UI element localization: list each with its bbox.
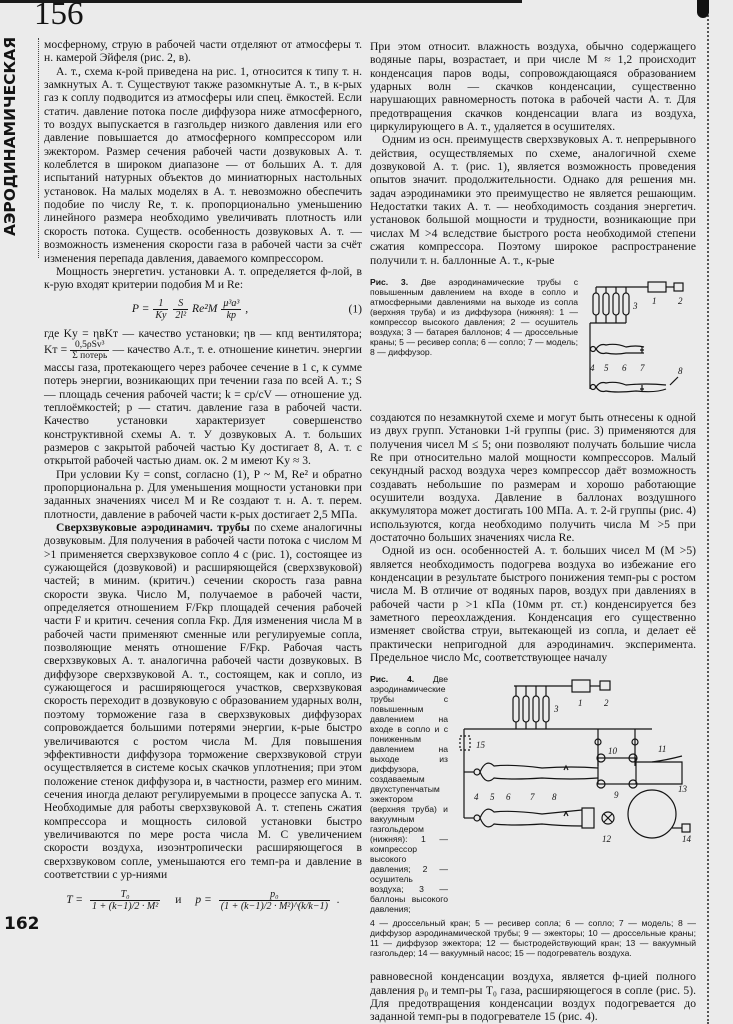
label-12: 12 bbox=[602, 834, 611, 845]
fraction: $\frac{\text{μ³a³}}{kp}$ bbox=[223, 297, 240, 321]
text-run: по схеме аналогичны дозвуковым. Для получения в рабочей части потока с числом M >1 применяется сверхзвуковое сопло 4 с (рис. 1), состоящее из сужающейся (дозвуковой) и расширяющейся (сверхзвуковой) частей; в миним. (критич.) сечении скорость газа равна скорости звука. Число M, получаемое в рабочей части, определяется отношением F/Fкр площадей сечения рабочей части F и критич. сечения сопла Fкр. Для изменения числа M в рабочей части применяют сменные или регулируемые сопла, позволяющие менять отношение F/Fкр. Рабочая часть сверхзвуковых А. т. аналогична рабочей части дозвуковых. В диффузоре сверхзвуковой А. т., состоящем, как и сопло, из сужающегося и расширяющегося участков, сверхзвуковая скорость переходит в дозвуковую с образованием ударных волн, поэтому торможение газа в сверхзвуковых диффузорах сопровождается большими потерями энергии, к-рые быстро увеличиваются с ростом числа M. Для повышения эффективности диффузора торможение сверхзвуковой струи осуществляется в системе косых скачков уплотнения; при этом положение стенок диффузора и, в частности, размер его миним. сечения иногда делают регулируемыми в процессе запуска А. т. Необходимые для работы сверхзвуковой А. т. степень сжатия компрессора и мощность силовой установки быстро увеличиваются по мере роста числа M. С увеличением скорости воздуха, изоэнтропически расширяющегося в сверхзвуковом сопле, уменьшаются его темп-ра и давление в соответствии с ур-ниями bbox=[44, 521, 362, 881]
figure-4-caption-side bbox=[370, 674, 448, 914]
figure-3-label: Рис. 3. bbox=[370, 276, 409, 287]
binding-blot bbox=[697, 0, 709, 18]
fraction: $\frac{\text{p₀}}{\text{(1 + (k−1)/2 · M²)\textasciicircum{}(k/k−1)}}$ bbox=[220, 889, 328, 913]
paragraph: При этом относит. влажность воздуха, обычно содержащего водяные пары, возрастает, и при числе M ≈ 1,2 происходит конденсация паров воды, сопровождающаяся образованием ударных волн — скачков конденсации, существенно нарушающих равномерность потока в рабочей части А. т. Для предотвращения скачков конденсации влага из воздуха, циркулирующего в А. т., удаляется в осушителях. bbox=[370, 40, 696, 134]
paragraph: Одним из осн. преимуществ сверхзвуковых А. т. непрерывного действия, осуществляемых по схеме, аналогичной схеме дозвуковой А. т. (рис. 1), является возможность проведения опытов значит. продолжительности. Однако для решения мн. задач аэродинамики это преимущество не является решающим. Недостатки таких А. т. — необходимость создания энергетич. установок большой мощности и трудности, возникающие при числах M >4 вследствие быстрого роста необходимой степени сжатия компрессора. Поэтому широкое распространение получили т. н. баллонные А. т., к-рые bbox=[370, 133, 696, 267]
label-1: 1 bbox=[578, 698, 583, 709]
label-3: 3 bbox=[554, 704, 559, 715]
label-5: 5 bbox=[490, 792, 495, 803]
fraction: $\frac{1}{Kу}$ bbox=[155, 297, 167, 321]
eq-tail: . bbox=[336, 894, 340, 907]
label-7: 7 bbox=[640, 362, 645, 373]
equation-1 bbox=[44, 298, 362, 321]
label-8: 8 bbox=[678, 365, 683, 376]
label-15: 15 bbox=[476, 740, 485, 751]
subheading: Сверхзвуковые аэродинамич. трубы bbox=[56, 521, 250, 534]
eq-lhs: P = bbox=[131, 301, 150, 315]
text-run: — качество А.т., т. е. отношение кинетич. энергии массы газа, протекающего через рабочее сечение в 1 с, к сумме потерь энергии, возникающих при течении газа по всей А. т.; S — площадь сечения рабочей части; k = cp/cV — отношение уд. теплоёмкостей; p — статич. давление газа в рабочей части. Качество установки характеризует совершенство конструктивной схемы А. т. У дозвуковых А. т. больших размеров с закрытой рабочей частью Kу достигает 8, А. т. с открытой рабочей частью диам. ок. 2 м имеют Kу ≈ 3. bbox=[44, 343, 362, 468]
section-running-head: АЭРОДИНАМИЧЕСКАЯ bbox=[1, 36, 19, 236]
paragraph: создаются по незамкнутой схеме и могут быть отнесены к одной из двух групп. Установки 1-й группы (рис. 3) применяются для получения чисел M ≤ 5; они позволяют получать большие числа Re при относительно малой мощности компрессоров. Малый секундный расход воздуха через компрессор даёт возможность создавать небольшие по размерам и хорошо работающие осушители воздуха. Давление в баллонах воздушного аккумулятора может достигать 100 МПа. А. т. 2-й группы (рис. 4) используются, когда необходимо получить числа M >5 при достаточно больших значениях числа Re. bbox=[370, 410, 696, 544]
page-number-bottom: 162 bbox=[4, 914, 40, 935]
label-2: 2 bbox=[604, 698, 609, 709]
paragraph: мосферному, струю в рабочей части отделяют от атмосферы т. н. камерой Эйфеля (рис. 2, в). bbox=[44, 38, 362, 65]
text-run: где Kу = ηвKт — качество установки; ηв — кпд вентилятора; Kт = bbox=[44, 326, 362, 357]
eq-lhs: T = bbox=[66, 894, 84, 907]
fraction: $\frac{\text{0,5ρSv³}}{\text{Σ потерь}}$ bbox=[72, 339, 108, 361]
paragraph: Мощность энергетич. установки А. т. определяется ф-лой, в к-рую входят критерии подобия M и Re: bbox=[44, 264, 362, 292]
label-3: 3 bbox=[633, 300, 638, 311]
figure-4 bbox=[370, 674, 696, 914]
label-5: 5 bbox=[604, 362, 609, 373]
label-10: 10 bbox=[608, 746, 617, 757]
label-14: 14 bbox=[682, 834, 691, 845]
paragraph: равновесной конденсации воздуха, является ф-цией полного давления p₀ и темп-ры T₀ газа, расширяющегося в сопле (рис. 5). Для предотвращения конденсации воздух подогревается до заданной темп-ры в подогревателе 15 (рис. 4). bbox=[370, 970, 696, 1024]
equation-2 bbox=[44, 889, 362, 912]
figure-4-diagram bbox=[452, 674, 696, 846]
paragraph: Одной из осн. особенностей А. т. больших чисел M (M >5) является необходимость подогрева воздуха во избежание его конденсации в результате быстрого понижения темп-ры с ростом числа M. В отличие от водяных паров, воздух при давлениях в рабочей части p >1 кПа (10мм рт. ст.) конденсируется без заметного переохлаждения. Конденсация его существенно изменяет свойства струи, вытекающей из сопла, и делает её практически непригодной для аэродинамич. эксперимента. Предельное число Mc, соответствующее началу bbox=[370, 544, 696, 665]
label-7: 7 bbox=[530, 792, 535, 803]
figure-3-caption bbox=[370, 277, 578, 357]
paragraph bbox=[44, 327, 362, 468]
paragraph bbox=[44, 521, 362, 881]
paragraph: А. т., схема к-рой приведена на рис. 1, относится к типу т. н. замкнутых А. т. Существуют также разомкнутые А. т., в к-рых газ к соплу подводится из атмосферы или спец. ёмкостей. Если статич. давление потока после диффузора ниже атмосферного, то воздух выпускается в газгольдер низкого давления или его давление повышается до атмосферного компрессором или эжектором. Размер сечения рабочей части дозвуковых А. т. колеблется в широком диапазоне — от больших А. т. для испытаний натурных объектов до миниатюрных настольных установок. На малых моделях в А. т. невозможно обеспечить подобие по числу Re, т. к. пропорционально уменьшению линейного размера необходимо увеличивать плотность или скорость потока. Существ. особенность дозвуковых А. т. — возможность изменения скорости газа в рабочей части за счёт изменения перепада давления, даваемого компрессором. bbox=[44, 64, 362, 265]
label-4: 4 bbox=[590, 362, 595, 373]
equation-number: (1) bbox=[348, 302, 362, 316]
figure-3 bbox=[370, 277, 696, 401]
label-4: 4 bbox=[474, 792, 479, 803]
left-margin-rule bbox=[38, 38, 40, 258]
paragraph: При условии Kу = const, согласно (1), P ~ M, Re² и обратно пропорциональна p. Для уменьшения мощности установки при заданных значениях чисел M и Re создают т. н. А. т. перем. плотности, давление в рабочей части к-рых достигает 2,5 МПа. bbox=[44, 467, 362, 521]
label-11: 11 bbox=[658, 744, 667, 755]
figure-4-caption-bottom: 4 — дроссельный кран; 5 — ресивер сопла; 6 — сопло; 7 — модель; 8 — диффузор аэродинамической трубы; 9 — эжекторы; 10 — дроссельные краны; 11 — диффузор эжектора; 12 — быстродействующий кран; 13 — вакуумный газгольдер; 14 — вакуумный насос; 15 — подогреватель воздуха. bbox=[370, 918, 696, 959]
fraction: $\frac{S}{\text{2l²}}$ bbox=[175, 297, 187, 321]
eq-term: Re²M bbox=[192, 301, 218, 315]
figure-4-caption-text: Две аэродинамические трубы с повышенным давлением на входе в сопло и с пониженным давлением на выходе из диффузора, создаваемым двухступенчатым эжектором (верхняя труба) и вакуумным газгольдером (нижняя): 1 — компрессор высокого давления; 2 — осушитель воздуха; 3 — баллоны высокого давления; bbox=[370, 674, 448, 915]
page-number-top: 156 bbox=[34, 0, 84, 32]
label-6: 6 bbox=[622, 362, 627, 373]
eq-conjunction: и bbox=[175, 894, 182, 907]
label-8: 8 bbox=[552, 792, 557, 803]
figure-3-diagram bbox=[586, 277, 696, 401]
label-13: 13 bbox=[678, 784, 687, 795]
label-2: 2 bbox=[678, 295, 683, 306]
label-1: 1 bbox=[652, 295, 657, 306]
page-edge-rule bbox=[707, 0, 711, 1024]
label-9: 9 bbox=[614, 790, 619, 801]
label-6: 6 bbox=[506, 792, 511, 803]
figure-3-caption-text: Две аэродинамические трубы с повышенным давлением на входе в сопло и атмосферными давлениями на выходе из сопла (верхняя труба) и из диффузора (нижняя): 1 — компрессор высокого давления; 2 — осушитель воздуха; 3 — батарея баллонов; 4 — дроссельные краны; 5 — ресивер сопла; 6 — сопло; 7 — модель; 8 — диффузор. bbox=[370, 276, 578, 357]
figure-4-label: Рис. 4. bbox=[370, 674, 415, 685]
right-column bbox=[370, 38, 696, 1024]
eq-tail: , bbox=[245, 301, 249, 315]
fraction: $\frac{\text{T₀}}{\text{1 + (k−1)/2 · M²}}$ bbox=[92, 889, 159, 913]
eq-lhs: p = bbox=[195, 894, 212, 907]
